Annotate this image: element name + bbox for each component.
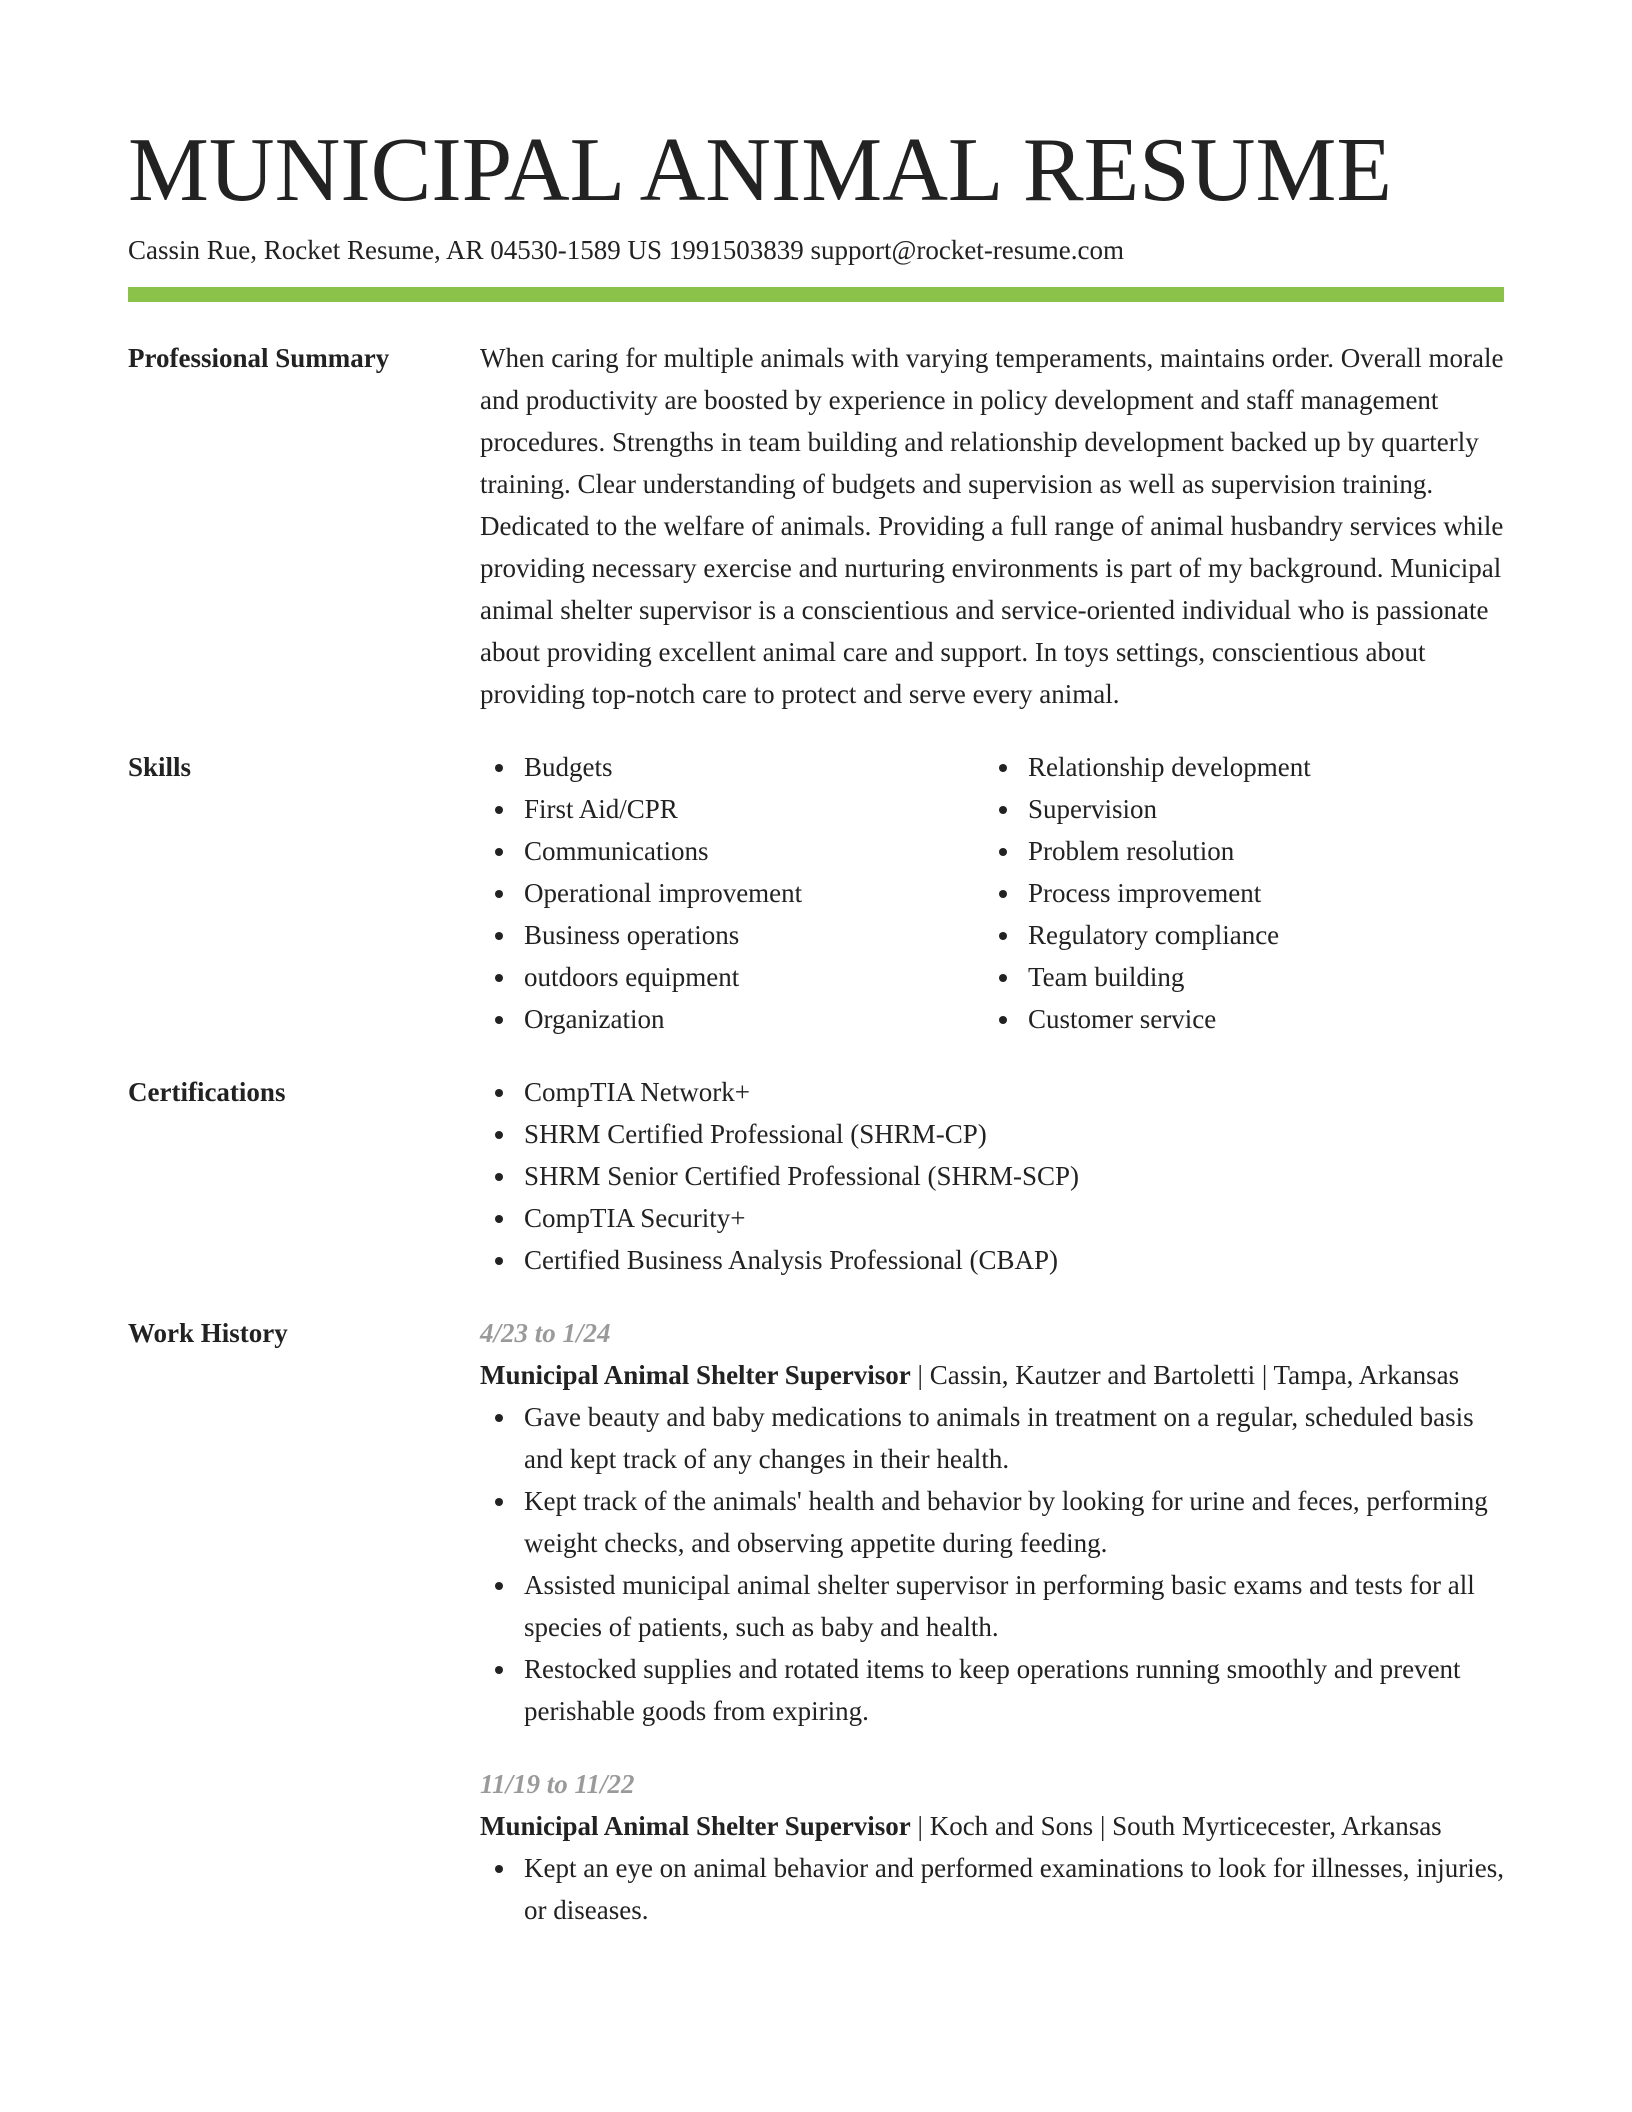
skill-item: Problem resolution xyxy=(984,830,1488,872)
certifications-section xyxy=(128,1071,1504,1281)
certification-item: SHRM Senior Certified Professional (SHRM-SCP) xyxy=(480,1155,1504,1197)
job-bullet: Gave beauty and baby medications to animals in treatment on a regular, scheduled basis and kept track of any changes in their health. xyxy=(480,1396,1504,1480)
skill-item: Business operations xyxy=(480,914,984,956)
skills-list-right xyxy=(984,746,1488,1040)
certifications-label: Certifications xyxy=(128,1077,286,1107)
job-details: | Cassin, Kautzer and Bartoletti | Tampa, Arkansas xyxy=(910,1360,1460,1390)
job-bullet: Kept an eye on animal behavior and performed examinations to look for illnesses, injuries, or diseases. xyxy=(480,1847,1504,1931)
job-header xyxy=(480,1805,1504,1847)
skill-item: Operational improvement xyxy=(480,872,984,914)
certifications-list xyxy=(480,1071,1504,1281)
skills-section xyxy=(128,746,1504,1040)
skill-item: Communications xyxy=(480,830,984,872)
work-history-label: Work History xyxy=(128,1318,288,1348)
summary-label: Professional Summary xyxy=(128,343,390,373)
job-header xyxy=(480,1354,1504,1396)
skills-label: Skills xyxy=(128,752,192,782)
job-entry xyxy=(480,1312,1504,1732)
certification-item: Certified Business Analysis Professional (CBAP) xyxy=(480,1239,1504,1281)
skill-item: Team building xyxy=(984,956,1488,998)
job-bullet: Kept track of the animals' health and behavior by looking for urine and feces, performing weight checks, and observing appetite during feeding. xyxy=(480,1480,1504,1564)
job-dates: 11/19 to 11/22 xyxy=(480,1769,635,1799)
job-bullet: Restocked supplies and rotated items to keep operations running smoothly and prevent perishable goods from expiring. xyxy=(480,1648,1504,1732)
job-entry xyxy=(480,1763,1504,1931)
skill-item: Supervision xyxy=(984,788,1488,830)
job-dates: 4/23 to 1/24 xyxy=(480,1318,611,1348)
accent-divider xyxy=(128,287,1504,302)
skill-item: Regulatory compliance xyxy=(984,914,1488,956)
certification-item: SHRM Certified Professional (SHRM-CP) xyxy=(480,1113,1504,1155)
summary-section xyxy=(128,337,1504,715)
summary-text: When caring for multiple animals with varying temperaments, maintains order. Overall morale and productivity are boosted by experience in policy development and staff management procedures. Strengths in team building and relationship development backed up by quarterly training. Clear understanding of budgets and supervision as well as supervision training. Dedicated to the welfare of animals. Providing a full range of animal husbandry services while providing necessary exercise and nurturing environments is part of my background. Municipal animal shelter supervisor is a conscientious and service-oriented individual who is passionate about providing excellent animal care and support. In toys settings, conscientious about providing top-notch care to protect and serve every animal. xyxy=(480,343,1504,709)
job-details: | Koch and Sons | South Myrticecester, Arkansas xyxy=(910,1811,1442,1841)
contact-line: Cassin Rue, Rocket Resume, AR 04530-1589 US 1991503839 support@rocket-resume.com xyxy=(128,235,1125,265)
job-bullets xyxy=(480,1396,1504,1732)
skill-item: Budgets xyxy=(480,746,984,788)
job-bullets xyxy=(480,1847,1504,1931)
skill-item: Organization xyxy=(480,998,984,1040)
resume-title: MUNICIPAL ANIMAL RESUME xyxy=(128,119,1393,220)
skills-body xyxy=(480,746,1504,1040)
skill-item: outdoors equipment xyxy=(480,956,984,998)
skill-item: Customer service xyxy=(984,998,1488,1040)
skill-item: First Aid/CPR xyxy=(480,788,984,830)
job-title: Municipal Animal Shelter Supervisor xyxy=(480,1811,911,1841)
skills-list-left xyxy=(480,746,984,1040)
summary-body xyxy=(480,337,1504,715)
skill-item: Process improvement xyxy=(984,872,1488,914)
resume-page xyxy=(128,118,1504,1931)
certification-item: CompTIA Security+ xyxy=(480,1197,1504,1239)
work-history-body xyxy=(480,1312,1504,1931)
skill-item: Relationship development xyxy=(984,746,1488,788)
job-bullet: Assisted municipal animal shelter supervisor in performing basic exams and tests for all species of patients, such as baby and health. xyxy=(480,1564,1504,1648)
work-history-section xyxy=(128,1312,1504,1931)
certification-item: CompTIA Network+ xyxy=(480,1071,1504,1113)
job-title: Municipal Animal Shelter Supervisor xyxy=(480,1360,911,1390)
certifications-body xyxy=(480,1071,1504,1281)
